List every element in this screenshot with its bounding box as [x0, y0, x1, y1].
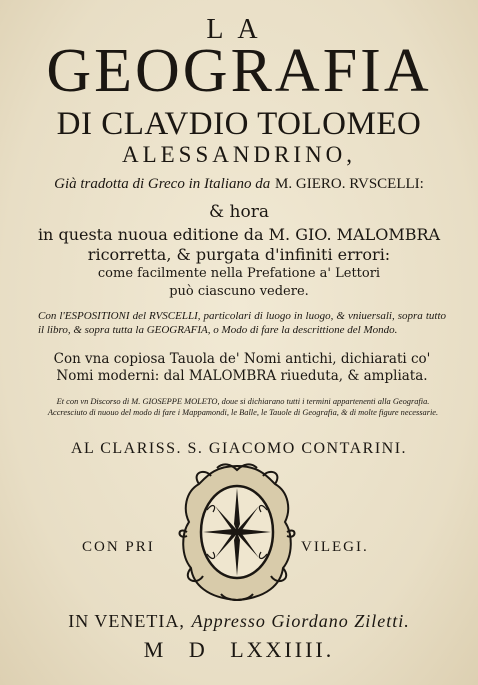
dedication: AL CLARISS. S. GIACOMO CONTARINI. — [70, 440, 408, 457]
esposizioni-paragraph: Con l'ESPOSITIONI del RVSCELLI, particolari di luogo in luogo, & vniuersali, sopra tutto il libro, & sopra tutta la GEOGRAFIA, o Modo di fare la descrittione del Mondo. — [38, 310, 446, 336]
privilege-right: VILEGI. — [301, 539, 369, 555]
edition-line-5: può ciascuno vedere. — [169, 284, 309, 299]
edition-line-4: come facilmente nella Prefatione a' Lettori — [97, 266, 381, 281]
edition-line-3: ricorretta, & purgata d'infiniti errori: — [87, 245, 391, 264]
year-part-m: M — [143, 637, 167, 662]
imprint-line — [0, 611, 478, 632]
year-part-d: D — [188, 637, 208, 662]
star-in-cartouche-icon — [177, 462, 297, 604]
title-geografia: GEOGRAFIA — [46, 37, 432, 105]
tavola-paragraph: Con vna copiosa Tauola de' Nomi antichi, dichiarati co' Nomi moderni: dal MALOMBRA riueduta, & ampliata. — [53, 351, 431, 384]
title-author: DI CLAVDIO TOLOMEO — [56, 106, 422, 142]
edition-line-2: in questa nuoua editione da M. GIO. MALOMBRA — [37, 225, 441, 244]
discorso-paragraph: Et con vn Discorso di M. GIOSEPPE MOLETO, doue si dichiarano tutti i termini appartenenti alla Geografia. Accresciuto di nuouo del modo di fare i Mappamondi, le Balle, le Tauole di Geografia, & di molte figure necessarie. — [47, 397, 439, 417]
translator-name: M. GIERO. RVSCELLI: — [275, 176, 424, 192]
translation-prefix: Già tradotta di Greco in Italiano da — [54, 176, 271, 192]
translation-line — [0, 174, 478, 193]
edition-line-1: & hora — [209, 202, 269, 222]
imprint-year — [0, 637, 478, 663]
title-la: LA — [206, 14, 272, 45]
title-origin: ALESSANDRINO, — [121, 142, 357, 167]
privilege-left: CON PRI — [82, 539, 155, 555]
imprint-place: IN VENETIA, — [68, 611, 185, 631]
year-part-lxxiiii: LXXIIII. — [230, 637, 335, 662]
imprint-publisher: Appresso Giordano Ziletti. — [191, 611, 410, 631]
